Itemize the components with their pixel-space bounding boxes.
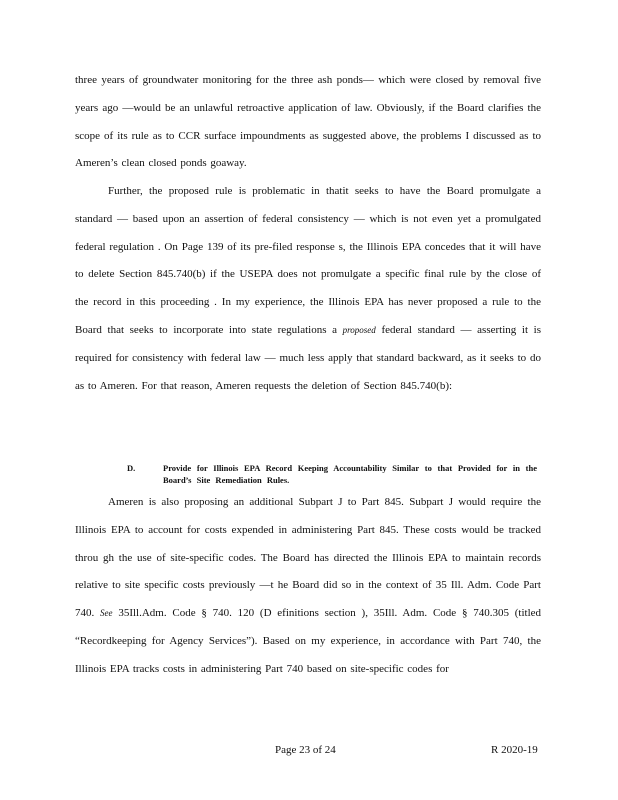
heading-text: Provide for Illinois EPA Record Keeping Accountability Similar to that Provided for in the Board’s Site Remediation Rules. <box>163 463 537 485</box>
page-number: Page 23 of 24 <box>275 744 336 756</box>
paragraph-text: Further, the proposed rule is problematic in thatit seeks to have the Board promulgate a standard — based upon an assertion of federal consistency — which is not even yet a promulgated federal regulation . On Page 139 of its pre-filed response s, the Illinois EPA concedes that it will have to delete Section 845.740(b) if the USEPA does not promulgate a specific final rule by the close of the record in this proceeding . In my experience, the Illinois EPA has never proposed a rule to the Board that seeks to incorporate into state regulations a <box>75 185 541 336</box>
paragraph-text: 35Ill.Adm. Code § 740. 120 (D efinitions section ), 35Ill. Adm. Code § 740.305 (titled “Recordkeeping for Agency Services”). Based on my experience, in accordance with Part 740, the Illinois EPA tracks costs in administering Part 740 based on site-specific codes for <box>75 607 542 675</box>
emphasis-proposed: proposed <box>342 324 376 335</box>
paragraph-text: Ameren is also proposing an additional Subpart J to Part 845. Subpart J would require the Illinois EPA to account for costs expended in administering Part 845. These costs would be tracked throu gh the use of site-specific codes. The Board has directed the Illinois EPA to maintain records relative to site specific costs previously —t he Board did so in the context of 35 Ill. Adm. Code Part 740. <box>75 496 541 620</box>
paragraph-federal-consistency <box>75 178 541 400</box>
paragraph-retroactive-application <box>75 67 541 178</box>
paragraph-subpart-j <box>75 489 541 684</box>
heading-letter: D. <box>127 463 136 473</box>
paragraph-text: three years of groundwater monitoring for the three ash ponds— which were closed by removal five years ago —would be an unlawful retroactive application of law. Obviously, if the Board clarifies the scope of its rule as to CCR surface impoundments as suggested above, the problems I discussed as to Ameren’s clean closed ponds goaway. <box>75 74 541 170</box>
emphasis-see: See <box>100 608 113 619</box>
docket-number: R 2020-19 <box>491 744 538 756</box>
paragraph-text: federal standard — asserting it is required for consistency with federal law — much less apply that standard backward, as it seeks to do as to Ameren. For that reason, Ameren requests the deletion of Section 845.740(b): <box>75 323 541 392</box>
